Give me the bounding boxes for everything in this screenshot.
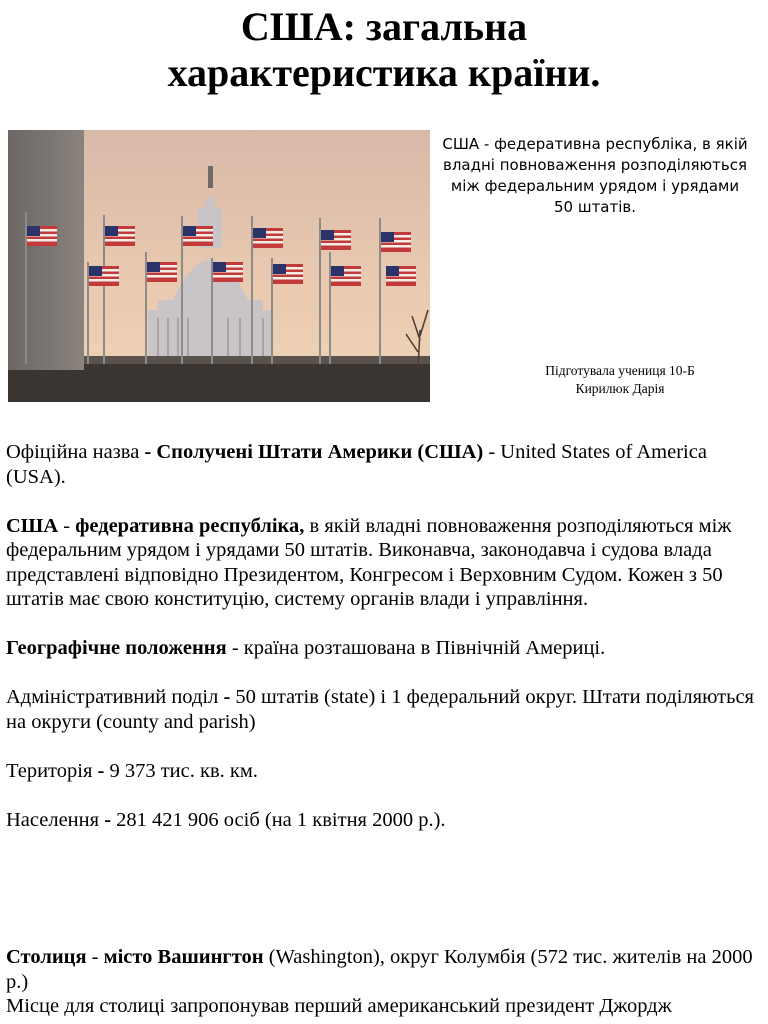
geography-label: Географічне положення xyxy=(6,637,227,659)
capital-rest: (Washington), округ Колумбія (572 тис. жителів на 2000 р.) xyxy=(6,946,753,993)
population-label: Населення xyxy=(6,808,100,831)
admin-dash: - xyxy=(218,686,236,708)
author-line-2: Кирилюк Дарія xyxy=(575,381,665,396)
geography-rest: - країна розташована в Північній Америці. xyxy=(226,637,606,659)
paragraph-official-name xyxy=(6,440,762,489)
title-line-1: США: загальна xyxy=(240,4,528,49)
capital-line-2: Місце для столиці запропонував перший американський президент Джордж xyxy=(6,995,672,1017)
paragraph-republic xyxy=(6,514,762,612)
article-body xyxy=(6,440,762,1019)
territory-label: Територія xyxy=(6,759,93,782)
paragraph-geography xyxy=(6,636,762,661)
republic-dash: - xyxy=(58,514,76,537)
republic-rest: в якій владні повноваження розподіляються між федеральним урядом і урядами 50 штатів. Виконавча, законодавча і судова влада представлені відповідно Президентом, Конгресом і Верховним Судом. Кожен з 50 штатів має свою конституцію, систему органів влади і управління. xyxy=(6,514,732,610)
official-name-dash: - xyxy=(144,441,157,463)
page-title xyxy=(0,4,768,96)
paragraph-admin xyxy=(6,685,762,734)
official-name-value: Сполучені Штати Америки (США) xyxy=(156,441,484,463)
capitol-with-flags-photo xyxy=(8,130,430,402)
territory-dash: - xyxy=(92,759,110,782)
admin-label: Адміністративний поділ xyxy=(6,686,219,708)
photo-caption: США - федеративна республіка, в якій владні повноваження розподіляються між федеральним урядом і урядами 50 штатів. xyxy=(442,135,748,216)
population-dash: - xyxy=(99,808,117,831)
capital-bold-1: Столиця xyxy=(6,946,87,968)
capital-bold-2: місто Вашингтон xyxy=(103,946,264,968)
official-name-label: Офіційна назва xyxy=(6,441,145,463)
title-line-2: характеристика країни. xyxy=(167,50,601,95)
capital-dash: - xyxy=(86,946,104,968)
paragraph-territory xyxy=(6,759,762,784)
author-credit xyxy=(530,362,710,398)
territory-rest: 9 373 тис. кв. км. xyxy=(109,759,258,782)
paragraph-capital xyxy=(6,945,762,1019)
republic-bold-2: федеративна республіка, xyxy=(75,514,305,537)
population-rest: 281 421 906 осіб (на 1 квітня 2000 р.). xyxy=(116,808,446,831)
republic-bold-1: США xyxy=(6,514,59,537)
official-name-rest: - United States of America (USA). xyxy=(6,441,707,488)
admin-rest: 50 штатів (state) і 1 федеральний округ. Штати поділяються на округи (county and parish) xyxy=(6,686,754,733)
author-line-1: Підготувала учениця 10-Б xyxy=(545,363,695,378)
paragraph-population xyxy=(6,808,762,833)
